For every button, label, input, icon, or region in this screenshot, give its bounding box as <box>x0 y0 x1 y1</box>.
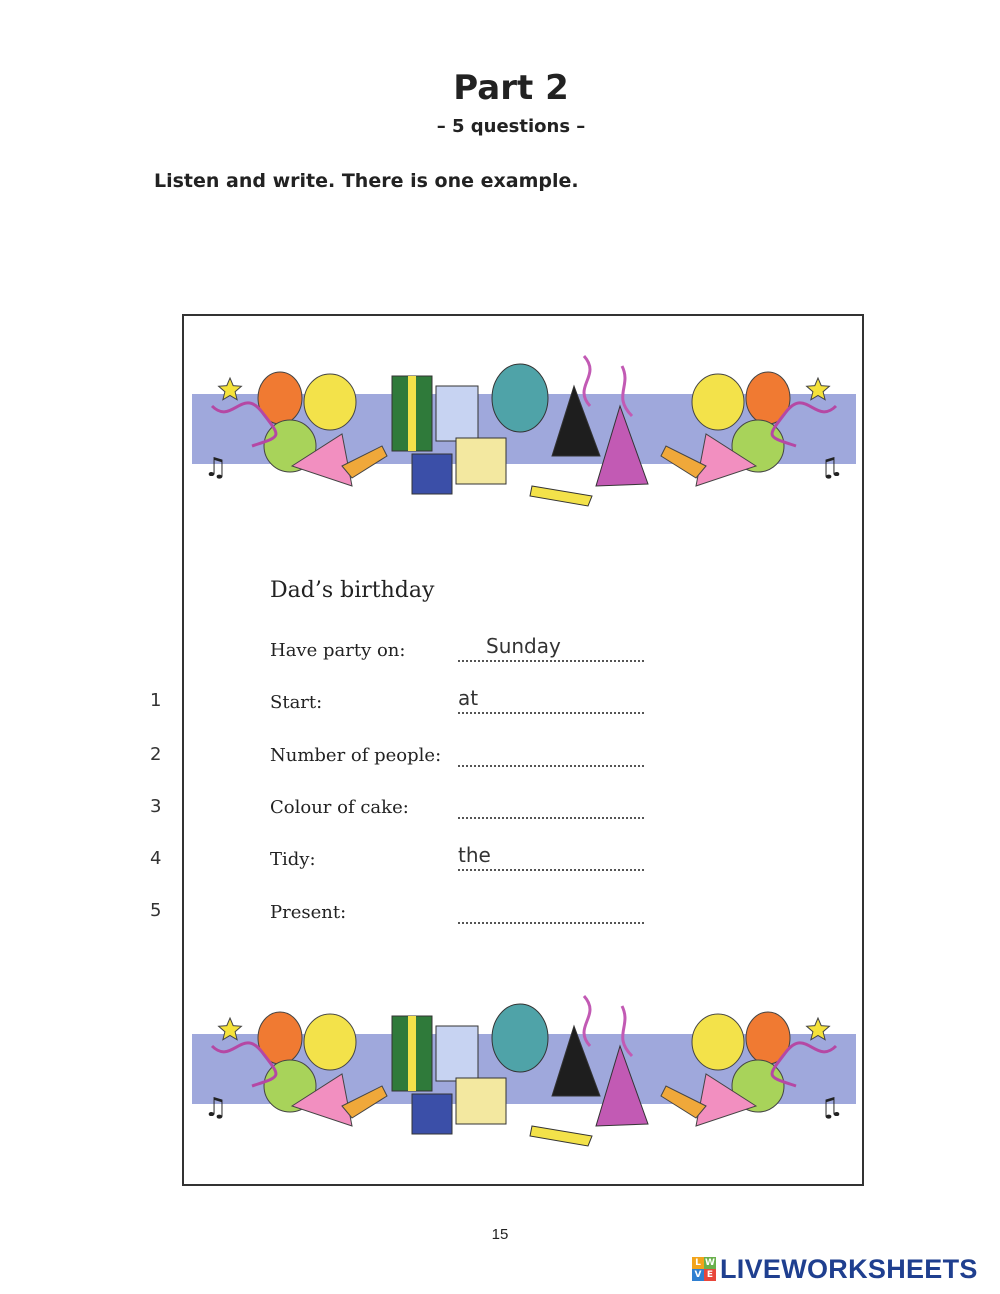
example-answer: Sunday <box>486 634 561 658</box>
question-label: Present: <box>270 902 347 923</box>
party-horn-icon <box>530 1126 592 1146</box>
balloon-icon <box>692 1014 744 1070</box>
answer-field-3[interactable] <box>458 789 644 819</box>
party-banner-bottom-icon <box>192 986 856 1156</box>
music-note-icon: ♫ <box>820 1093 844 1123</box>
answer-text[interactable]: the <box>458 843 491 867</box>
question-label: Tidy: <box>270 849 316 870</box>
question-label: Start: <box>270 692 323 713</box>
part-title: Part 2 <box>453 68 569 108</box>
balloon-icon <box>304 374 356 430</box>
music-note-icon: ♫ <box>204 453 228 483</box>
balloon-icon <box>692 374 744 430</box>
logo-tile: E <box>704 1269 716 1281</box>
music-note-icon: ♫ <box>204 1093 228 1123</box>
balloon-icon <box>492 1004 548 1072</box>
liveworksheets-logo-icon <box>692 1257 716 1281</box>
present-box-icon <box>456 438 506 484</box>
answer-field-4[interactable] <box>458 841 644 871</box>
logo-tile: W <box>705 1258 715 1268</box>
brand-link[interactable] <box>692 1254 978 1284</box>
answer-field-example <box>458 632 644 662</box>
question-number: 5 <box>150 900 162 921</box>
page-number: 15 <box>491 1226 509 1243</box>
instruction-text: Listen and write. There is one example. <box>154 170 579 192</box>
logo-tile: V <box>692 1269 704 1281</box>
question-label: Number of people: <box>270 745 442 766</box>
answer-text[interactable]: at <box>458 686 479 710</box>
present-box-icon <box>436 1026 478 1081</box>
present-ribbon <box>408 1016 416 1091</box>
balloon-icon <box>304 1014 356 1070</box>
answer-field-2[interactable] <box>458 737 644 767</box>
answer-field-5[interactable] <box>458 894 644 924</box>
present-box-icon <box>412 454 452 494</box>
present-box-icon <box>436 386 478 441</box>
question-number: 1 <box>150 690 162 711</box>
logo-tile: L <box>692 1257 704 1269</box>
card-title: Dad’s birthday <box>270 578 435 603</box>
part-subtitle: – 5 questions – <box>436 116 586 137</box>
balloon-icon <box>492 364 548 432</box>
present-box-icon <box>412 1094 452 1134</box>
present-box-icon <box>456 1078 506 1124</box>
question-number: 4 <box>150 848 162 869</box>
question-label: Colour of cake: <box>270 797 409 818</box>
present-ribbon <box>408 376 416 451</box>
question-number: 2 <box>150 744 162 765</box>
answer-field-1[interactable] <box>458 684 644 714</box>
question-number: 3 <box>150 796 162 817</box>
brand-name: LIVEWORKSHEETS <box>720 1253 978 1284</box>
party-banner-top-icon <box>192 346 856 516</box>
question-label: Have party on: <box>270 640 406 661</box>
party-horn-icon <box>530 486 592 506</box>
music-note-icon: ♫ <box>820 453 844 483</box>
